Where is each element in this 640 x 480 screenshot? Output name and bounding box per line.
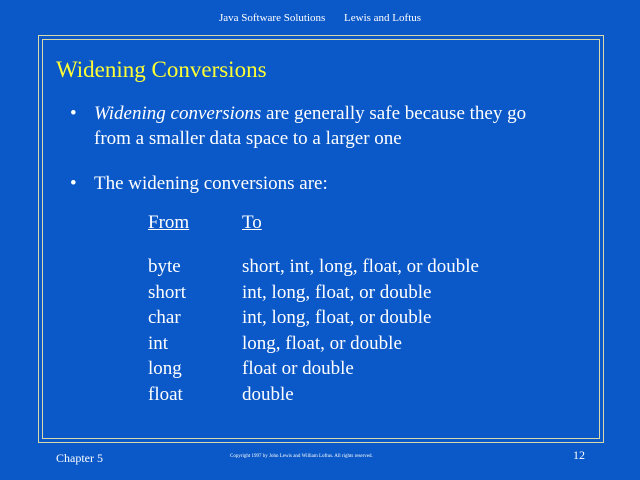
from-cell: long <box>148 358 182 379</box>
to-cell: int, long, float, or double <box>242 307 432 328</box>
page-number: 12 <box>573 448 585 462</box>
to-cell: double <box>242 383 294 405</box>
authors: Lewis and Loftus <box>344 12 422 24</box>
bullet-text <box>94 101 594 151</box>
to-column <box>242 254 479 407</box>
slide-title: Widening Conversions <box>56 57 267 82</box>
column-header-to: To <box>242 212 262 233</box>
book-title: Java Software Solutions <box>218 12 326 24</box>
from-cell: float <box>148 383 183 405</box>
bullet-text: The widening conversions are: <box>94 173 328 194</box>
to-cell: long, float, or double <box>242 332 402 354</box>
slide-header <box>0 12 640 24</box>
from-cell: byte <box>148 256 181 277</box>
copyright-notice: Copyright 1997 by John Lewis and William Loftus. All rights reserved. <box>230 454 373 459</box>
bullet-dot: • <box>70 173 77 194</box>
from-cell: int <box>148 332 169 354</box>
bullet-text-line1: are generally safe because they go <box>261 103 527 124</box>
to-cell: short, int, long, float, or double <box>242 256 479 277</box>
column-header-from: From <box>148 212 190 233</box>
bullet-text-line2: from a smaller data space to a larger one <box>94 128 402 149</box>
bullet-dot: • <box>70 103 77 124</box>
from-cell: char <box>148 307 181 328</box>
from-cell: short <box>148 281 186 303</box>
chapter-label: Chapter 5 <box>56 451 103 465</box>
from-column <box>148 254 186 407</box>
to-cell: float or double <box>242 358 354 379</box>
bullet-emphasis: Widening conversions <box>94 103 262 124</box>
to-cell: int, long, float, or double <box>242 281 432 303</box>
